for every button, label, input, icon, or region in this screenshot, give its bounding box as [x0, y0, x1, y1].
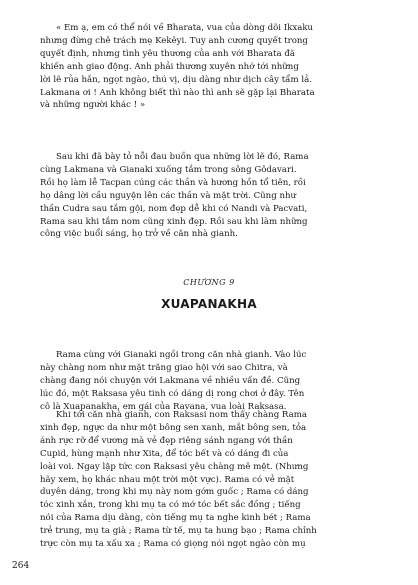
paragraph-line: Rama cùng với Gianaki ngồi trong căn nhà gianh. Vào lúc: [56, 350, 307, 360]
quote-line: và những người khác ! »: [40, 100, 146, 111]
paragraph-line: này chàng nom như mặt trăng giao hội với sao Chitra, và: [40, 362, 288, 373]
paragraph: [40, 349, 385, 414]
paragraph-line: Cupid, hùng mạnh như Xita, để tóc bết và có dáng đi của: [40, 448, 289, 459]
paragraph: [40, 409, 385, 551]
paragraph-line: cô là Xuapanakha, em gái của Ravana, vua loài Raksasa.: [40, 401, 287, 412]
paragraph-line: chàng đang nói chuyện với Lakmana về nhiều vấn đề. Cũng: [40, 375, 301, 386]
paragraph-line: Sau khi đã bày tỏ nỗi đau buồn qua những lời lẽ đó, Rama: [56, 152, 309, 162]
paragraph-line: tóc xinh xắn, trong khi mụ ta có mớ tóc bết sắc đồng ; tiếng: [40, 500, 301, 511]
paragraph-line: hãy xem, họ khác nhau một trời một vực). Rama có vẻ mặt: [40, 474, 295, 485]
paragraph-line: họ dâng lời cầu nguyện lên các thần và mặt trời. Cũng như: [40, 190, 297, 201]
paragraph-line: trực còn mụ ta xấu xa ; Rama có giọng nói ngọt ngào còn mụ: [40, 539, 306, 550]
paragraph-line: cùng Lakmana và Gianaki xuống tắm trong sông Gôdavari.: [40, 164, 297, 175]
paragraph-line: ánh rực rỡ để vương mà vẻ đẹp riêng sánh ngang với thần: [40, 435, 293, 446]
paragraph: [40, 151, 385, 241]
chapter-title: XUAPANAKHA: [161, 297, 257, 311]
chapter-label: CHƯƠNG 9: [183, 278, 235, 287]
quote-line: « Em ạ, em có thể nói về Bharata, vua của dòng dõi Ikxaku: [56, 23, 314, 33]
paragraph-line: xinh đẹp, ngực da như một bông sen xanh, mắt bông sen, tỏa: [40, 422, 307, 433]
quote-line: nhưng đừng chê trách mẹ Kekêyi. Tuy anh cương quyết trong: [40, 35, 308, 46]
paragraph-line: Rama sau khi tắm nom cũng xinh đẹp. Rồi sau khi làm những: [40, 216, 308, 227]
paragraph-line: Khi tới căn nhà gianh, con Raksasi nom thấy chàng Rama: [56, 410, 307, 420]
quote-line: khiến anh giao động. Anh phải thương xuyên nhớ tới những: [40, 61, 299, 72]
paragraph-line: công việc buổi sáng, họ trở về căn nhà gianh.: [40, 229, 238, 240]
paragraph-line: trẻ trung, mụ ta già ; Rama từ tế, mụ ta hung bạo ; Rama chỉnh: [40, 526, 317, 537]
page-number: 264: [12, 561, 30, 571]
quote-line: quyết định, nhưng tình yêu thương của anh với Bharata đã: [40, 48, 295, 59]
paragraph-line: loài voi. Ngay lập tức con Raksasi yêu chàng mê mệt. (Nhưng: [40, 461, 309, 472]
paragraph-line: nói của Rama dịu dàng, còn tiếng mụ ta nghe kinh bét ; Rama: [40, 513, 311, 524]
paragraph-line: thần Cudra sau tắm gội, nom đẹp dễ khi có Nandi và Pacvati,: [40, 203, 308, 214]
quote-line: lời lẽ rủa hắn, ngọt ngào, thú vị, dịu dàng như dịch cây tẩm lả.: [40, 74, 312, 85]
quote-block: [40, 22, 385, 112]
quote-line: Lakmana ơi ! Anh không biết thì nào thì anh sẽ gặp lại Bharata: [40, 87, 315, 98]
paragraph-line: lúc đó, một Raksasa yêu tinh có dáng dị rong chơi ở đây. Tên: [40, 388, 305, 399]
paragraph-line: duyên dáng, trong khi mụ này nom gớm guốc ; Rama có dáng: [40, 487, 309, 498]
paragraph-line: Rồi họ làm lễ Tacpan cúng các thần và hương hồn tổ tiên, rồi: [40, 177, 306, 188]
